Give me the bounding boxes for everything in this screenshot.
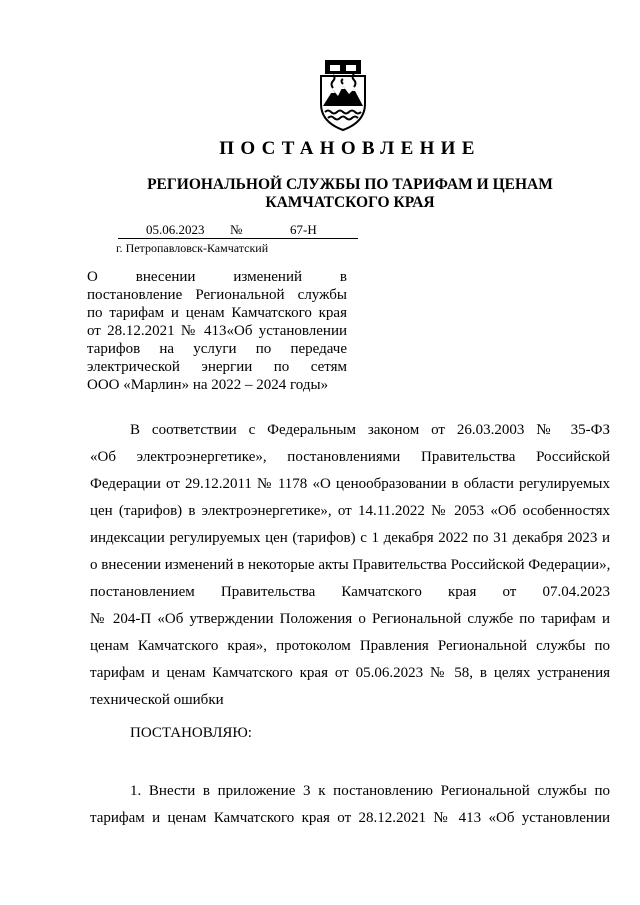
- preamble-line: В соответствии с Федеральным законом от 26.03.2003 № 35-ФЗ: [130, 422, 610, 438]
- preamble-line: цен (тарифов) в электроэнергетике», от 14.11.2022 № 2053 «Об особенностях: [90, 503, 610, 519]
- subject-line: О внесении изменений в: [87, 269, 347, 285]
- subject-line: электрической энергии по сетям: [87, 359, 347, 375]
- item-1-paragraph: [90, 778, 610, 832]
- item-1-line: тарифам и ценам Камчатского края от 28.12.2021 № 413 «Об установлении: [90, 810, 610, 826]
- preamble-line: «Об электроэнергетике», постановлениями Правительства Российской: [90, 449, 610, 465]
- issuer-name: [0, 176, 640, 212]
- issuer-line: РЕГИОНАЛЬНОЙ СЛУЖБЫ ПО ТАРИФАМ И ЦЕНАМ: [147, 176, 553, 193]
- subject-line: постановление Региональной службы: [87, 287, 347, 303]
- item-1-line: 1. Внести в приложение 3 к постановлению Региональной службы по: [130, 783, 610, 799]
- number-sign: №: [230, 222, 243, 237]
- city-name: г. Петропавловск-Камчатский: [116, 241, 269, 255]
- preamble-line: технической ошибки: [90, 692, 224, 708]
- coat-of-arms-icon: [319, 60, 367, 132]
- subject-line: ООО «Марлин» на 2022 – 2024 годы»: [87, 377, 329, 393]
- decree-word: ПОСТАНОВЛЯЮ:: [130, 725, 252, 741]
- preamble-line: о внесении изменений в некоторые акты Правительства Российской Федерации»,: [90, 557, 611, 573]
- preamble-line: индексации регулируемых цен (тарифов) с 1 декабря 2022 по 31 декабря 2023 и: [90, 530, 610, 546]
- issuer-line: КАМЧАТСКОГО КРАЯ: [265, 194, 435, 211]
- document-subject: [87, 268, 347, 394]
- subject-line: тарифов на услуги по передаче: [87, 341, 347, 357]
- document-number: 67-Н: [290, 222, 317, 237]
- registration-line: [118, 222, 358, 239]
- subject-line: по тарифам и ценам Камчатского края: [87, 305, 347, 321]
- preamble-line: № 204-П «Об утверждении Положения о Региональной службе по тарифам и: [90, 611, 610, 627]
- preamble-line: ценам Камчатского края», протоколом Правления Региональной службы по: [90, 638, 610, 654]
- preamble-paragraph: [90, 417, 610, 714]
- preamble-line: Федерации от 29.12.2011 № 1178 «О ценообразовании в области регулируемых: [90, 476, 610, 492]
- subject-line: от 28.12.2021 № 413«Об установлении: [87, 323, 347, 339]
- preamble-line: постановлением Правительства Камчатского края от 07.04.2023: [90, 584, 610, 600]
- document-date: 05.06.2023: [146, 222, 205, 237]
- document-type-title: ПОСТАНОВЛЕНИЕ: [219, 138, 481, 159]
- preamble-line: тарифам и ценам Камчатского края от 05.06.2023 № 58, в целях устранения: [90, 665, 610, 681]
